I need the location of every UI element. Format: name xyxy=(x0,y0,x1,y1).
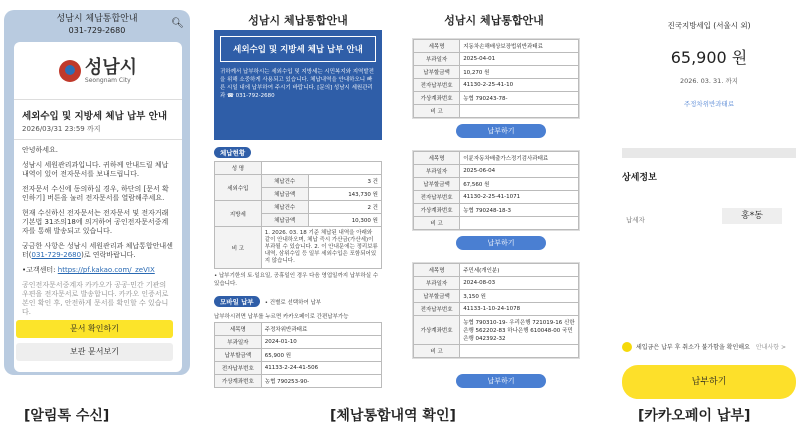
notice-gray: 공인전자문서중계자 카카오가 공공·민간 기관의 우편을 전자문서로 발송합니다. 카카오 인증서로 본인 확인 후, 안전하게 문서를 확인할 수 있습니다. xyxy=(22,281,169,316)
consent-text: 세입금은 납부 후 취소가 불가함을 확인해요 xyxy=(636,344,750,351)
caption-1: [알림톡 수신] xyxy=(24,408,110,424)
bill-card-1 xyxy=(412,38,580,119)
bill-row: 부과일자 2024-08-03 xyxy=(414,277,579,290)
view-document-button[interactable]: 문서 확인하기 xyxy=(16,320,173,338)
bill-card-3 xyxy=(412,262,580,359)
bill-row: 세목명 주민세(개인분) xyxy=(414,264,579,277)
consent-checkbox[interactable] xyxy=(622,342,632,352)
payer-value: 홍*동 xyxy=(722,208,782,224)
delinquency-panel: 세외수입 및 지방세 체납 납부 안내 귀하께서 납부하시는 세외수입 및 지방세는 시민복지와 지역발전을 위해 소중하게 사용되고 있습니다. 체납내역을 안내하오니 빠른 시일 내에 납부하여 주시기 바랍니다. [문의] 성남시 세원관리과 ☎ 031-792-2680 체납현황 성 명 세외수입 체납건수 3 건 체납금액 143,730 원 지방세 체납건수 2 건 체납금액 10,300 원 비 고 1. 2026. 03. 18 기준 체납된 내역을 아래와 같이 안내하오며, 체납 즉시 가산금(가산세)이 부과될 수 있습니다. 2. 이 안내문에는 정리보류내역, 삼위수입 등 일부 세외수입은 포함되어있지 않습니다. • 납부기한의 토·일요일, 공휴일인 경우 다음 영업일까지 납부하실 수 있습니다. 모바일 납부 • 건별로 선택하여 납부 납부하시려면 납부를 누르면 카카오페이로 간편납부가능 세목명 주정차위반과태료 부과일자 2024-01-10 납부할금액 65,900 원 전자납부번호 41133-2-24-41-506 가상계좌번호 농협 790253-90- xyxy=(214,30,382,370)
status-table: 성 명 세외수입 체납건수 3 건 체납금액 143,730 원 지방세 체납건수 2 건 체납금액 10,300 원 비 고 1. 2026. 03. 18 기준 체납된 내역을 아래와 같이 안내하오며, 체납 즉시 가산금(가산세)이 부과될 수 있습니다. 2. 이 안내문에는 정리보류내역, 삼위수입 등 일부 세외수입은 포함되어있지 않습니다. xyxy=(214,161,382,269)
caption-2: [체납통합내역 확인] xyxy=(330,408,456,424)
guide-link[interactable]: 안내사항 > xyxy=(755,344,786,351)
panel3-heading: 성남시 체납통합안내 xyxy=(444,14,544,27)
para-2: 전자문서 수신에 동의하실 경우, 하단의 [문서 확인하기] 버튼을 눌러 전자문서를 열람해주세요. xyxy=(22,185,169,202)
channel-phone[interactable]: 031-729-2680 xyxy=(68,26,126,35)
payment-amount: 65,900 원 xyxy=(670,48,748,67)
mobile-pay-note: 납부하시려면 납부를 누르면 카카오페이로 간편납부가능 xyxy=(214,314,349,320)
para-3: 현재 수신하신 전자문서는 전자문서 및 전자거래기본법 31조의18에 의거하여 공인전자문서중계자를 통해 발송되고 있습니다. xyxy=(22,209,169,235)
greeting: 안녕하세요. xyxy=(22,146,59,154)
bill-row: 납부할금액 3,150 원 xyxy=(414,290,579,303)
bill-row: 세목명 이륜자동차배출가스정기검사과태료 xyxy=(414,152,579,165)
caption-3: [카카오페이 납부] xyxy=(638,408,751,424)
seongnam-logo xyxy=(14,42,182,100)
bill-row: 납부할금액 67,560 원 xyxy=(414,178,579,191)
bill-row: 가상계좌번호 농협 790310-19- 우리은행 721019-16 신한은행 562202-83 하나은행 610048-00 국민은행 042392-32 xyxy=(414,316,579,345)
bill-row: 세목명 주정차위반과태료 xyxy=(215,323,382,336)
pay-button-2[interactable]: 납부하기 xyxy=(456,236,546,250)
message-body xyxy=(14,140,182,329)
pay-button-3[interactable]: 납부하기 xyxy=(456,374,546,388)
bill-row: 가상계좌번호 농협 790243-78- xyxy=(414,92,579,105)
search-icon[interactable]: 🔍︎ xyxy=(171,18,184,29)
bill-row: 납부할금액 10,270 원 xyxy=(414,66,579,79)
divider xyxy=(622,148,796,158)
section-mobile-pay: 모바일 납부 xyxy=(214,296,260,307)
payment-summary xyxy=(622,10,796,148)
section-status: 체납현황 xyxy=(214,147,251,158)
message-title: 세외수입 및 지방세 체납 납부 안내 xyxy=(22,111,168,122)
para-4: 궁금한 사항은 성남시 세원관리과 체납통합안내센터(031-729-2680)로 연락바랍니다. xyxy=(22,242,173,259)
kakao-channel-link[interactable]: https://pf.kakao.com/_zeVIX xyxy=(57,266,155,274)
bill-row: 전자납부번호 41130-2-25-41-1071 xyxy=(414,191,579,204)
panel2-heading: 성남시 체납통합안내 xyxy=(248,14,348,27)
center-phone-link[interactable]: 031-729-2680 xyxy=(31,251,82,259)
bill-row: 부과일자 2025-04-01 xyxy=(414,53,579,66)
detail-heading: 상세정보 xyxy=(622,173,657,183)
stored-document-button[interactable]: 보관 문서보기 xyxy=(16,343,173,361)
customer-center: •고객센터: https://pf.kakao.com/_zeVIX xyxy=(22,266,155,274)
logo-eng: Seongnam City xyxy=(84,76,131,84)
payee-name: 진국지방세입 (서울시 외) xyxy=(667,21,751,30)
notice-banner xyxy=(214,30,382,140)
chat-header xyxy=(4,10,190,38)
alimtalk-panel xyxy=(4,10,190,375)
item-link[interactable]: 주정차위반과태료 xyxy=(683,100,735,108)
due-date: 2026. 03. 31. 까지 xyxy=(679,77,739,85)
channel-name: 성남시 체납통합안내 xyxy=(56,14,138,24)
payer-label: 납세자 xyxy=(626,216,645,224)
city-emblem-icon xyxy=(59,60,81,82)
bill-row: 전자납부번호 41133-1-10-24-1078 xyxy=(414,303,579,316)
kakaopay-panel xyxy=(622,10,796,395)
logo-name: 성남시 xyxy=(84,56,138,78)
deadline-note: • 납부기한의 토·일요일, 공휴일인 경우 다음 영업일까지 납부하실 수 있습니다. xyxy=(214,273,379,287)
bill-row: 가상계좌번호 농협 790253-90- xyxy=(215,375,382,388)
bill-row: 전자납부번호 41133-2-24-41-506 xyxy=(215,362,382,375)
bill-row: 납부할금액 65,900 원 xyxy=(215,349,382,362)
bill-row: 비 고 xyxy=(414,345,579,358)
bill-row: 세목명 지동차손해배상보장법위반과태료 xyxy=(414,40,579,53)
para-1: 성남시 세원관리과입니다. 귀하께 안내드릴 체납 내역이 있어 전자문서를 보내드립니다. xyxy=(22,161,169,178)
banner-body: 귀하께서 납부하시는 세외수입 및 지방세는 시민복지와 지역발전을 위해 소중하게 사용되고 있습니다. 체납내역을 안내하오니 빠른 시일 내에 납부하여 주시기 바랍니다. [문의] 성남시 세원관리과 ☎ 031-792-2680 xyxy=(220,69,374,99)
bill-row: 가상계좌번호 농협 790248-18-3 xyxy=(414,204,579,217)
bill-row: 전자납부번호 41130-2-25-41-10 xyxy=(414,79,579,92)
kakaopay-pay-button[interactable]: 납부하기 xyxy=(622,365,796,399)
bill-row: 부과일자 2025-06-04 xyxy=(414,165,579,178)
bill-card-2 xyxy=(412,150,580,231)
bill-row: 부과일자 2024-01-10 xyxy=(215,336,382,349)
bill-row: 비 고 xyxy=(414,105,579,118)
bill-row: 비 고 xyxy=(414,217,579,230)
message-date: 2026/03/31 23:59 까지 xyxy=(14,124,182,140)
bill-table xyxy=(214,322,382,388)
banner-title: 세외수입 및 지방세 체납 납부 안내 xyxy=(220,36,376,62)
pay-button-1[interactable]: 납부하기 xyxy=(456,124,546,138)
